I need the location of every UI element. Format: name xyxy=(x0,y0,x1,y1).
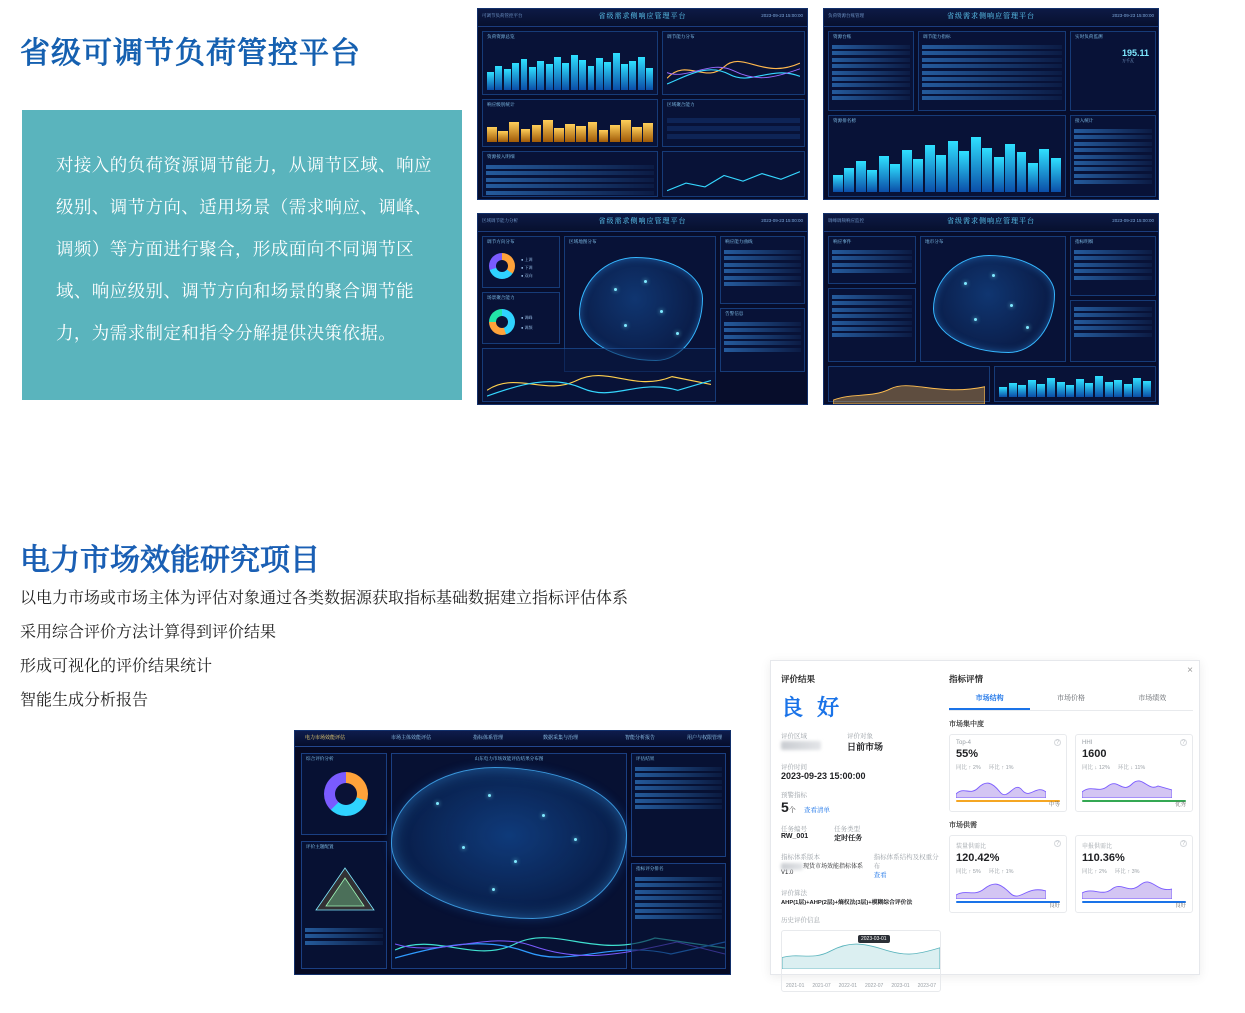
delta1-value: ↓ 12% xyxy=(1094,765,1110,771)
dashboard-2-panel-e xyxy=(1070,115,1156,197)
panel-title: 地市分布 xyxy=(925,239,944,244)
delta1-label: 同比 xyxy=(956,765,968,771)
task-no-label: 任务编号 xyxy=(781,826,807,833)
bar-chart xyxy=(833,132,1061,192)
evaluation-report-card[interactable] xyxy=(770,660,1200,989)
bar-chart xyxy=(487,114,653,142)
data-table xyxy=(922,45,1062,107)
indicator-link[interactable]: 查看清单 xyxy=(804,807,831,814)
dashboard-2-header xyxy=(824,9,1158,27)
indicator-label: 预警指标 xyxy=(781,792,807,799)
dashboard-thumbnail-3[interactable] xyxy=(477,213,808,405)
nav-tab-6[interactable]: 用户与权限管理 xyxy=(686,735,722,741)
panel-title: 资源接入明细 xyxy=(487,154,515,159)
data-table xyxy=(305,928,383,965)
system-value: 现货市场效能指标体系V1.0 xyxy=(781,864,864,876)
history-chart[interactable] xyxy=(781,930,941,992)
card-title: 申报供需比 xyxy=(1082,844,1113,850)
card-title: 装量供需比 xyxy=(956,844,987,850)
section2-title: 电力市场效能研究项目 xyxy=(20,544,320,578)
kpi-unit: 万千瓦 xyxy=(1121,58,1134,63)
dashboard-navbar xyxy=(295,731,730,747)
dashboard-4-panel-c xyxy=(828,288,916,362)
panel-title: 实时负荷监测 xyxy=(1075,34,1103,39)
panel-title: 资源排名榜 xyxy=(833,118,856,123)
weight-link[interactable]: 查看 xyxy=(873,872,887,879)
sparkline xyxy=(956,776,1046,798)
history-axis xyxy=(782,983,940,989)
tab-market-price[interactable]: 市场价格 xyxy=(1056,695,1085,702)
nav-tab-4[interactable]: 数据采集与治理 xyxy=(543,735,579,741)
sparkline xyxy=(1082,877,1172,899)
panel-title: 接入统计 xyxy=(1075,118,1094,123)
dashboard-thumbnail-1[interactable] xyxy=(477,8,808,200)
nav-tab-3[interactable]: 指标体系管理 xyxy=(473,735,504,741)
region-value xyxy=(781,740,821,750)
method-label: 评价算法 xyxy=(781,890,807,897)
time-value: 2023-09-23 15:00:00 xyxy=(781,771,866,781)
dashboard-1-panel-e xyxy=(482,151,658,197)
group-label-supply-demand: 市场供需 xyxy=(949,822,977,829)
card-deltas xyxy=(956,867,1060,875)
card-value: 110.36% xyxy=(1082,852,1125,864)
card-title: Top-4 xyxy=(956,740,972,746)
metric-card-capacity-ratio[interactable] xyxy=(949,835,1067,913)
data-table xyxy=(832,295,912,358)
panel-title: 调节能力指标 xyxy=(923,34,951,39)
section2-paragraph-4: 智能生成分析报告 xyxy=(20,692,149,709)
dashboard-1-header xyxy=(478,9,807,27)
panel-title: 综合评价分析 xyxy=(306,756,334,761)
metric-card-top4[interactable] xyxy=(949,734,1067,812)
bd-panel-right-top xyxy=(631,753,726,857)
card-title: HHI xyxy=(1082,740,1093,746)
rating-bar xyxy=(1082,800,1186,802)
card-deltas xyxy=(1082,867,1186,875)
dashboard-2-header-left: 负荷资源台账管理 xyxy=(828,13,864,18)
section1-title: 省级可调节负荷管控平台 xyxy=(20,37,361,71)
dashboard-3-panel-d xyxy=(720,308,805,372)
dashboard-2-header-right: 2023-09-23 15:00:00 xyxy=(1112,13,1154,18)
section1-description-box xyxy=(22,110,462,400)
panel-title: 资源台账 xyxy=(833,34,852,39)
dashboard-4-panel-map xyxy=(920,236,1066,362)
panel-title: 区域聚合能力 xyxy=(667,102,695,107)
dashboard-4-panel-f xyxy=(994,366,1156,402)
nav-tab-5[interactable]: 智能分析报告 xyxy=(625,735,656,741)
card-rating: 中等 xyxy=(1048,802,1060,808)
panel-title: 指标评分排名 xyxy=(636,866,664,871)
dashboard-2-panel-a xyxy=(828,31,914,111)
delta2-value: ↑ 1% xyxy=(1001,869,1014,875)
donut-hole xyxy=(335,783,357,805)
card-deltas xyxy=(1082,763,1186,771)
indicator-unit: 个 xyxy=(788,807,796,814)
delta1-label: 同比 xyxy=(1082,869,1094,875)
donut-hole xyxy=(496,316,508,328)
data-table xyxy=(1074,129,1152,193)
system-label: 指标体系版本 xyxy=(781,854,820,861)
axis-tick: 2023-01 xyxy=(891,983,910,989)
kpi-value xyxy=(1122,48,1149,64)
panel-title: 负荷资源总览 xyxy=(487,34,515,39)
area-chart xyxy=(833,381,985,404)
card-value: 1600 xyxy=(1082,748,1107,760)
dashboard-1-panel-b xyxy=(662,31,805,95)
axis-tick: 2023-07 xyxy=(917,983,936,989)
history-label: 历史评价信息 xyxy=(781,917,820,924)
object-label: 评价对象 xyxy=(847,733,873,740)
dashboard-3-header-right: 2023-09-23 15:00:00 xyxy=(761,218,803,223)
dashboard-3-panel-b xyxy=(482,292,560,344)
dashboard-4-header-right: 2023-09-23 15:00:00 xyxy=(1112,218,1154,223)
metric-card-bid-ratio[interactable] xyxy=(1075,835,1193,913)
region-label: 评价区域 xyxy=(781,733,807,740)
axis-tick: 2021-07 xyxy=(812,983,831,989)
line-chart xyxy=(667,46,800,92)
data-table xyxy=(832,250,912,280)
delta2-value: ↑ 3% xyxy=(1127,869,1140,875)
delta2-label: 环比 xyxy=(988,869,1000,875)
close-icon[interactable]: × xyxy=(1187,665,1193,676)
data-table xyxy=(635,877,722,965)
method-value: AHP(1层)+AHP(2层)+熵权法(3层)+模糊综合评价法 xyxy=(781,900,913,906)
section2-paragraph-2: 采用综合评价方法计算得到评价结果 xyxy=(20,624,277,641)
panel-title: 山东电力市场效能评估结果分布图 xyxy=(474,756,544,761)
dashboard-3-header xyxy=(478,214,807,232)
card-group-concentration xyxy=(949,734,1193,812)
panel-title: 告警信息 xyxy=(725,311,744,316)
delta1-value: ↑ 5% xyxy=(968,869,981,875)
dashboard-2-panel-c xyxy=(1070,31,1156,111)
dashboard-gallery xyxy=(477,8,1159,405)
masked-value xyxy=(781,741,821,750)
data-table xyxy=(635,767,722,853)
group-label-concentration: 市场集中度 xyxy=(949,721,984,728)
panel-title: 响应级别统计 xyxy=(487,102,515,107)
history-tooltip: 2023-03-01 xyxy=(858,935,890,943)
task-no-value: RW_001 xyxy=(781,833,809,840)
nav-tab-1[interactable]: 电力市场效能评估 xyxy=(305,735,346,741)
region-object-row xyxy=(781,722,941,753)
card-group-supply-demand xyxy=(949,835,1193,913)
panel-title: 区域地图分布 xyxy=(569,239,597,244)
kpi-number: 195.11 xyxy=(1121,48,1149,58)
axis-tick: 2022-07 xyxy=(864,983,884,989)
dashboard-thumbnail-4[interactable] xyxy=(823,213,1159,405)
tab-market-structure[interactable]: 市场结构 xyxy=(949,691,1030,710)
dashboard-4-panel-a xyxy=(828,236,916,284)
dashboard-4-title: 省级需求侧响应管理平台 xyxy=(947,218,1035,225)
dashboard-1-panel-c xyxy=(482,99,658,147)
delta1-label: 同比 xyxy=(1082,765,1094,771)
dashboard-1-panel-f xyxy=(662,151,805,197)
metric-card-hhi[interactable] xyxy=(1075,734,1193,812)
radar-chart xyxy=(312,864,378,920)
task-type-label: 任务类型 xyxy=(834,826,861,833)
dashboard-4-panel-e xyxy=(828,366,990,402)
rating-bar xyxy=(956,901,1060,903)
card-value: 120.42% xyxy=(956,852,1000,864)
indicator-row xyxy=(781,799,941,815)
dashboard-2-title: 省级需求侧响应管理平台 xyxy=(947,13,1035,20)
data-table xyxy=(1074,250,1152,292)
rating-bar xyxy=(956,800,1060,802)
weight-label: 指标体系结构及权重分布 xyxy=(873,854,939,870)
line-chart xyxy=(667,166,800,198)
delta1-value: ↑ 2% xyxy=(1094,869,1107,875)
panel-title: 调节方向分布 xyxy=(487,239,515,244)
tab-market-performance[interactable]: 市场绩效 xyxy=(1138,695,1167,702)
bar-chart xyxy=(487,46,653,90)
indicator-detail-heading: 指标评情 xyxy=(949,674,984,684)
system-row xyxy=(781,843,941,879)
market-efficiency-dashboard[interactable] xyxy=(294,730,731,975)
axis-tick: 2022-01 xyxy=(838,983,858,989)
card-deltas xyxy=(956,763,1060,771)
bar-chart xyxy=(999,373,1151,397)
help-icon[interactable]: ? xyxy=(1181,740,1186,746)
legend-2: ● 调频 xyxy=(521,325,533,330)
report-left-column xyxy=(781,673,941,992)
dashboard-4-header xyxy=(824,214,1158,232)
dashboard-4-panel-b xyxy=(1070,236,1156,296)
sparkline xyxy=(956,877,1046,899)
delta1-value: ↑ 2% xyxy=(968,765,981,771)
delta1-label: 同比 xyxy=(956,869,968,875)
sparkline xyxy=(1082,776,1172,798)
delta2-label: 环比 xyxy=(1114,869,1126,875)
legend-3: ● 双向 xyxy=(521,273,533,278)
delta2-value: ↓ 11% xyxy=(1130,765,1146,771)
task-type-value: 定时任务 xyxy=(834,835,863,842)
region-map xyxy=(933,255,1055,353)
data-table xyxy=(832,45,910,107)
card-value: 55% xyxy=(956,748,979,760)
bd-panel-left-mid xyxy=(301,841,387,969)
section1-description-text: 对接入的负荷资源调节能力，从调节区域、响应级别、调节方向、适用场景（需求响应、调峰、调频）等方面进行聚合，形成面向不同调节区域、响应级别、调节方向和场景的聚合调节能力，为需求制定和指令分解提供决策依据。 xyxy=(56,155,432,343)
panel-title: 响应能力曲线 xyxy=(725,239,753,244)
report-heading: 评价结果 xyxy=(781,674,816,684)
dashboard-1-panel-a xyxy=(482,31,658,95)
delta2-value: ↑ 1% xyxy=(1001,765,1014,771)
legend-2: ● 下调 xyxy=(521,265,533,270)
panel-title: 评估结果 xyxy=(636,756,655,761)
delta2-label: 环比 xyxy=(988,765,1000,771)
object-value: 日前市场 xyxy=(847,742,884,752)
indicator-tabs xyxy=(949,691,1193,711)
legend-1: ● 上调 xyxy=(521,257,533,262)
dashboard-4-panel-d xyxy=(1070,300,1156,362)
wave-chart xyxy=(487,363,711,402)
dashboard-2-panel-d xyxy=(828,115,1066,197)
dashboard-3-panel-e xyxy=(482,348,716,402)
dashboard-1-title: 省级需求侧响应管理平台 xyxy=(598,13,687,20)
help-icon[interactable]: ? xyxy=(1055,740,1060,746)
bd-panel-left-top xyxy=(301,753,387,835)
indicator-value: 5 xyxy=(781,799,789,815)
evaluation-grade: 良 好 xyxy=(781,695,844,720)
data-table xyxy=(1074,307,1152,358)
rating-bar xyxy=(1082,901,1186,903)
panel-title: 场景聚合能力 xyxy=(487,295,515,300)
dashboard-1-header-right: 2023-09-23 15:00:00 xyxy=(761,13,803,18)
region-map xyxy=(579,257,703,361)
panel-title: 响应事件 xyxy=(833,239,852,244)
panel-title: 评价主题配置 xyxy=(306,844,334,849)
masked-value xyxy=(781,863,803,870)
card-rating: 良好 xyxy=(1048,903,1060,909)
section2-paragraph-1: 以电力市场或市场主体为评估对象通过各类数据源获取指标基础数据建立指标评估体系 xyxy=(20,590,629,607)
data-table xyxy=(724,250,801,300)
task-row xyxy=(781,815,941,843)
section2-paragraph-3: 形成可视化的评价结果统计 xyxy=(20,658,213,675)
dashboard-1-panel-d xyxy=(662,99,805,147)
data-table xyxy=(486,165,654,193)
dashboard-4-header-left: 调峰调频响应监控 xyxy=(828,218,864,223)
dashboard-thumbnail-2[interactable] xyxy=(823,8,1159,200)
dashboard-3-title: 省级需求侧响应管理平台 xyxy=(598,218,687,225)
report-right-column xyxy=(949,673,1193,913)
card-rating: 良好 xyxy=(1174,903,1186,909)
section2-paragraphs xyxy=(20,588,820,724)
card-rating: 优秀 xyxy=(1174,802,1186,808)
axis-tick: 2021-01 xyxy=(786,983,805,989)
help-icon[interactable]: ? xyxy=(1181,841,1186,847)
dashboard-3-header-left: 区域调节能力分析 xyxy=(482,218,518,223)
dashboard-3-panel-a xyxy=(482,236,560,288)
dashboard-2-panel-b xyxy=(918,31,1066,111)
legend-1: ● 调峰 xyxy=(521,315,533,320)
help-icon[interactable]: ? xyxy=(1055,841,1060,847)
time-label: 评价时间 xyxy=(781,764,807,771)
dashboard-3-panel-c xyxy=(720,236,805,304)
bd-panel-right-mid xyxy=(631,863,726,969)
delta2-label: 环比 xyxy=(1117,765,1129,771)
dashboard-1-header-left: 可调节负荷管控平台 xyxy=(482,13,523,18)
data-table xyxy=(724,322,801,368)
panel-title: 调节能力分布 xyxy=(667,34,695,39)
donut-hole xyxy=(496,260,508,272)
nav-tab-2[interactable]: 市场主体效能评估 xyxy=(391,735,432,741)
panel-title: 指标明细 xyxy=(1075,239,1094,244)
